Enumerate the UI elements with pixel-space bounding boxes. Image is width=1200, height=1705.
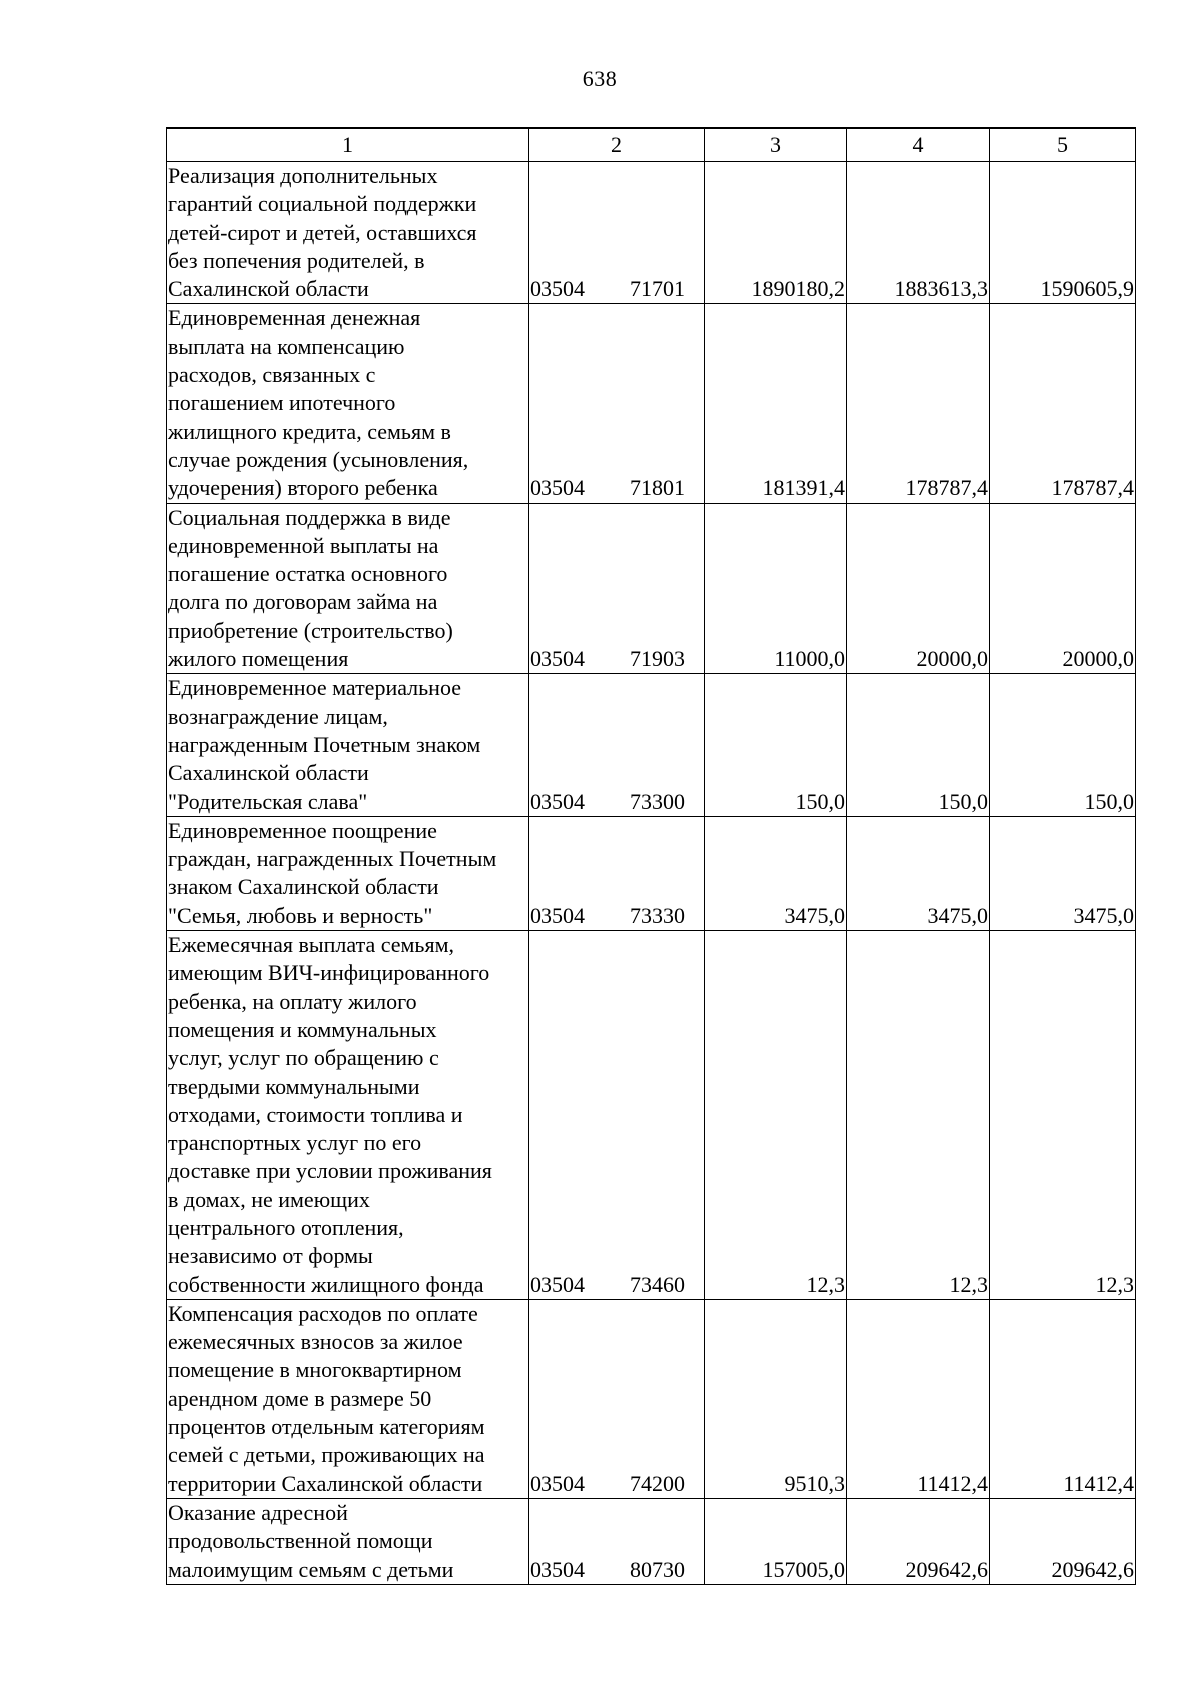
section-code: 03504: [530, 1556, 585, 1582]
amount-year-3: 178787,4: [990, 304, 1136, 503]
classification-code: [529, 1299, 705, 1498]
amount-year-1: 181391,4: [705, 304, 847, 503]
expense-name: Единовременное материальное вознаграждение лицам, награжденным Почетным знаком Сахалинской области "Родительская слава": [167, 674, 529, 816]
table-row: [167, 674, 1136, 816]
amount-year-2: 12,3: [847, 931, 990, 1300]
section-code: 03504: [530, 1271, 585, 1297]
expense-name: Оказание адресной продовольственной помощи малоимущим семьям с детьми: [167, 1498, 529, 1584]
table-row: [167, 1299, 1136, 1498]
classification-code: [529, 1498, 705, 1584]
target-code: 71701: [630, 276, 685, 302]
amount-year-2: 3475,0: [847, 816, 990, 930]
target-code: 80730: [630, 1556, 685, 1582]
section-code: 03504: [530, 475, 585, 501]
target-code: 73330: [630, 902, 685, 928]
amount-year-2: 20000,0: [847, 503, 990, 674]
amount-year-2: 1883613,3: [847, 162, 990, 304]
amount-year-3: 1590605,9: [990, 162, 1136, 304]
table-row: [167, 931, 1136, 1300]
amount-year-2: 209642,6: [847, 1498, 990, 1584]
classification-code: [529, 304, 705, 503]
amount-year-1: 157005,0: [705, 1498, 847, 1584]
column-header-2: 2: [529, 128, 705, 162]
classification-code: [529, 503, 705, 674]
amount-year-3: 20000,0: [990, 503, 1136, 674]
section-code: 03504: [530, 1470, 585, 1496]
amount-year-1: 11000,0: [705, 503, 847, 674]
amount-year-3: 3475,0: [990, 816, 1136, 930]
amount-year-1: 150,0: [705, 674, 847, 816]
expense-name: Реализация дополнительных гарантий социальной поддержки детей-сирот и детей, оставшихся без попечения родителей, в Сахалинской области: [167, 162, 529, 304]
section-code: 03504: [530, 902, 585, 928]
target-code: 74200: [630, 1470, 685, 1496]
table-row: [167, 162, 1136, 304]
target-code: 73300: [630, 788, 685, 814]
expense-name: Ежемесячная выплата семьям, имеющим ВИЧ-инфицированного ребенка, на оплату жилого помещения и коммунальных услуг, услуг по обращению с твердыми коммунальными отходами, стоимости топлива и транспортных услуг по его доставке при условии проживания в домах, не имеющих центрального отопления, независимо от формы собственности жилищного фонда: [167, 931, 529, 1300]
amount-year-3: 12,3: [990, 931, 1136, 1300]
column-header-3: 3: [705, 128, 847, 162]
column-header-1: 1: [167, 128, 529, 162]
classification-code: [529, 674, 705, 816]
amount-year-3: 150,0: [990, 674, 1136, 816]
table-row: [167, 304, 1136, 503]
page-number: 638: [582, 66, 618, 91]
amount-year-1: 1890180,2: [705, 162, 847, 304]
table-row: [167, 503, 1136, 674]
column-header-5: 5: [990, 128, 1136, 162]
amount-year-2: 150,0: [847, 674, 990, 816]
classification-code: [529, 162, 705, 304]
classification-code: [529, 931, 705, 1300]
section-code: 03504: [530, 646, 585, 672]
target-code: 71903: [630, 646, 685, 672]
table-row: [167, 1498, 1136, 1584]
table-row: [167, 816, 1136, 930]
expense-name: Социальная поддержка в виде единовременной выплаты на погашение остатка основного долга по договорам займа на приобретение (строительство) жилого помещения: [167, 503, 529, 674]
expense-name: Компенсация расходов по оплате ежемесячных взносов за жилое помещение в многоквартирном арендном доме в размере 50 процентов отдельным категориям семей с детьми, проживающих на территории Сахалинской области: [167, 1299, 529, 1498]
expense-name: Единовременное поощрение граждан, награжденных Почетным знаком Сахалинской области "Семья, любовь и верность": [167, 816, 529, 930]
expense-name: Единовременная денежная выплата на компенсацию расходов, связанных с погашением ипотечного жилищного кредита, семьям в случае рождения (усыновления, удочерения) второго ребенка: [167, 304, 529, 503]
amount-year-1: 3475,0: [705, 816, 847, 930]
section-code: 03504: [530, 788, 585, 814]
column-header-4: 4: [847, 128, 990, 162]
section-code: 03504: [530, 276, 585, 302]
amount-year-3: 209642,6: [990, 1498, 1136, 1584]
target-code: 73460: [630, 1271, 685, 1297]
amount-year-2: 11412,4: [847, 1299, 990, 1498]
amount-year-3: 11412,4: [990, 1299, 1136, 1498]
amount-year-1: 9510,3: [705, 1299, 847, 1498]
classification-code: [529, 816, 705, 930]
amount-year-2: 178787,4: [847, 304, 990, 503]
table-header-row: [167, 128, 1136, 162]
budget-table: [166, 127, 1136, 1585]
amount-year-1: 12,3: [705, 931, 847, 1300]
target-code: 71801: [630, 475, 685, 501]
